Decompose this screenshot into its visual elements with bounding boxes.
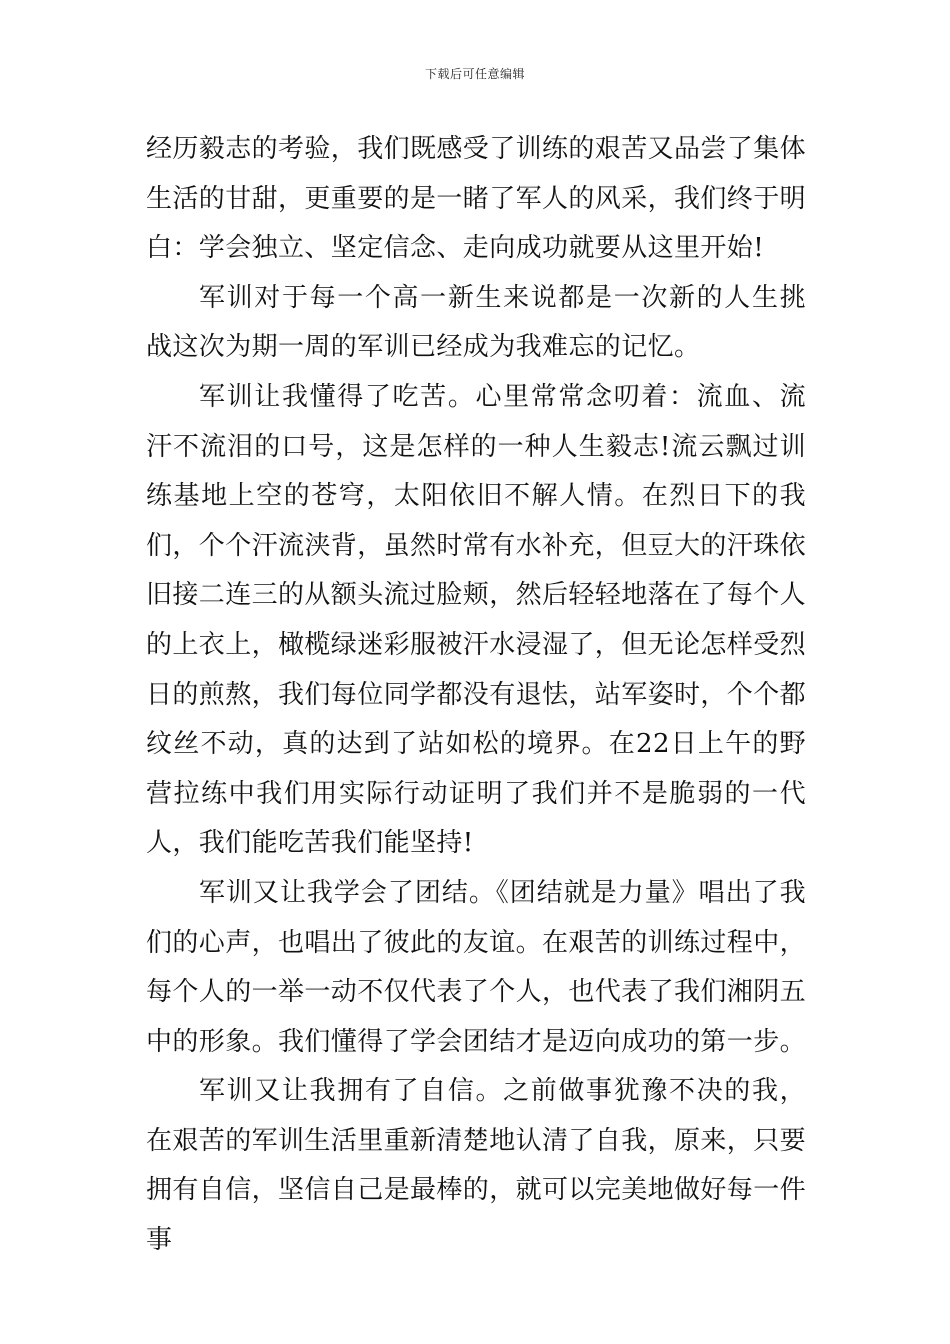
body-text [146, 125, 806, 1266]
paragraph-3: 军训让我懂得了吃苦。心里常常念叨着：流血、流汗不流泪的口号，这是怎样的一种人生毅志!流云飘过训练基地上空的苍穹，太阳依旧不解人情。在烈日下的我们，个个汗流浃背，虽然时常有水补充，但豆大的汗珠依旧接二连三的从额头流过脸颊，然后轻轻地落在了每个人的上衣上，橄榄绿迷彩服被汗水浸湿了，但无论怎样受烈日的煎熬，我们每位同学都没有退怯，站军姿时，个个都纹丝不动，真的达到了站如松的境界。在22日上午的野营拉练中我们用实际行动证明了我们并不是脆弱的一代人，我们能吃苦我们能坚持! [146, 381, 807, 859]
paragraph-5: 军训又让我拥有了自信。之前做事犹豫不决的我，在艰苦的军训生活里重新清楚地认清了自我，原来，只要拥有自信，坚信自己是最棒的，就可以完美地做好每一件事 [146, 1076, 807, 1256]
paragraph-2: 军训对于每一个高一新生来说都是一次新的人生挑战这次为期一周的军训已经成为我难忘的记忆。 [146, 282, 806, 363]
paragraph-1: 经历毅志的考验，我们既感受了训练的艰苦又品尝了集体生活的甘甜，更重要的是一睹了军人的风采，我们终于明白：学会独立、坚定信念、走向成功就要从这里开始! [146, 134, 807, 264]
paragraph-4: 军训又让我学会了团结。《团结就是力量》唱出了我们的心声，也唱出了彼此的友谊。在艰苦的训练过程中，每个人的一举一动不仅代表了个人，也代表了我们湘阴五中的形象。我们懂得了学会团结才是迈向成功的第一步。 [146, 877, 807, 1057]
page-header-note: 下载后可任意编辑 [424, 67, 525, 81]
